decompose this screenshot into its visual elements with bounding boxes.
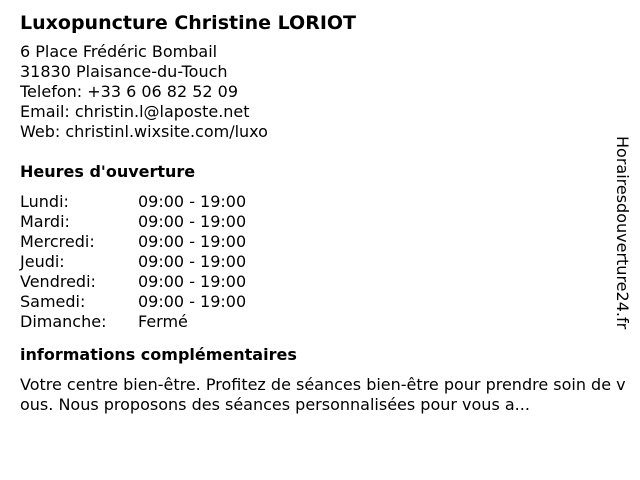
day-label: Lundi:: [20, 192, 69, 211]
day-hours: 09:00 - 19:00: [138, 252, 247, 271]
day-label: Jeudi:: [20, 252, 65, 271]
opening-hours-title: Heures d'ouverture: [20, 162, 196, 181]
day-label: Dimanche:: [20, 312, 107, 331]
site-watermark: Horairesdouverture24.fr: [613, 136, 632, 330]
day-hours: 09:00 - 19:00: [138, 272, 247, 291]
day-label: Vendredi:: [20, 272, 96, 291]
email-line: Email: christin.l@laposte.net: [20, 102, 250, 121]
hours-row: [20, 272, 246, 292]
hours-row: [20, 252, 246, 272]
day-label: Mercredi:: [20, 232, 95, 251]
address-street: 6 Place Frédéric Bombail: [20, 42, 218, 61]
hours-row: [20, 312, 246, 332]
hours-row: [20, 232, 246, 252]
additional-info-text: Votre centre bien-être. Profitez de séances bien-être pour prendre soin de vous. Nous proposons des séances personnalisées pour vous a...: [20, 375, 626, 414]
day-hours: 09:00 - 19:00: [138, 212, 247, 231]
day-hours: Fermé: [138, 312, 188, 331]
hours-row: [20, 292, 246, 312]
address-city: 31830 Plaisance-du-Touch: [20, 62, 228, 81]
day-hours: 09:00 - 19:00: [138, 292, 247, 311]
additional-info-title: informations complémentaires: [20, 345, 297, 364]
hours-row: [20, 192, 246, 212]
phone-line: Telefon: +33 6 06 82 52 09: [20, 82, 239, 101]
business-name: Luxopuncture Christine LORIOT: [20, 12, 357, 34]
day-label: Mardi:: [20, 212, 70, 231]
opening-hours-table: [20, 192, 246, 332]
day-hours: 09:00 - 19:00: [138, 192, 247, 211]
day-hours: 09:00 - 19:00: [138, 232, 247, 251]
hours-row: [20, 212, 246, 232]
website-line: Web: christinl.wixsite.com/luxo: [20, 122, 268, 141]
day-label: Samedi:: [20, 292, 86, 311]
